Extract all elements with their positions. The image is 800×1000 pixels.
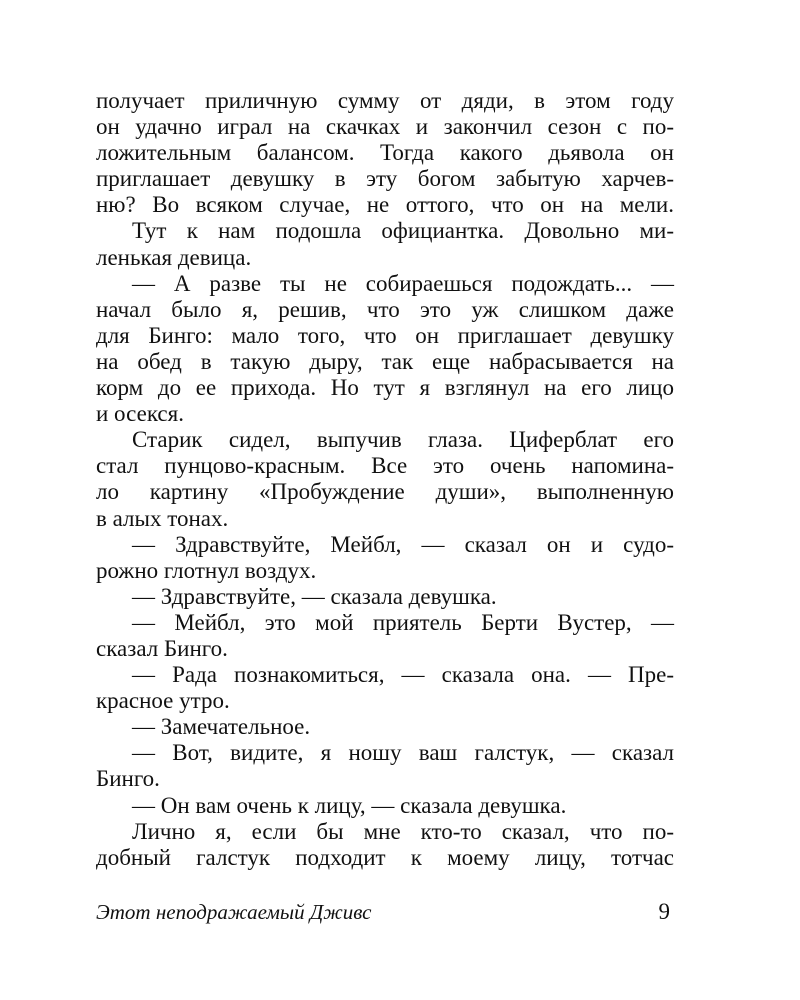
- text-line: приглашает девушку в эту богом забытую харчев-: [96, 166, 674, 192]
- text-line: стал пунцово-красным. Все это очень напомина-: [96, 453, 674, 479]
- text-line: — Мейбл, это мой приятель Берти Вустер, —: [132, 609, 674, 635]
- text-line: Лично я, если бы мне кто-то сказал, что по-: [132, 818, 674, 844]
- text-line: ленькая девица.: [96, 244, 252, 270]
- text-line: ложительным балансом. Тогда какого дьявола он: [96, 140, 674, 166]
- text-line: рожно глотнул воздух.: [96, 557, 317, 583]
- text-line: он удачно играл на скачках и закончил сезон с по-: [96, 114, 674, 140]
- text-line: начал было я, решив, что это уж слишком даже: [96, 296, 674, 322]
- page-number: 9: [658, 899, 670, 924]
- text-line: ню? Во всяком случае, не оттого, что он на мели.: [96, 192, 674, 218]
- text-line: получает приличную сумму от дяди, в этом году: [96, 88, 674, 113]
- text-line: Тут к нам подошла официантка. Довольно ми-: [132, 218, 674, 244]
- text-line: — Замечательное.: [132, 714, 311, 740]
- text-line: в алых тонах.: [96, 505, 229, 531]
- body-text: [96, 88, 674, 871]
- text-line: — Рада познакомиться, — сказала она. — Пре-: [132, 662, 674, 688]
- text-line: — Вот, видите, я ношу ваш галстук, — сказал: [132, 740, 674, 766]
- text-line: Старик сидел, выпучив глаза. Циферблат его: [132, 427, 674, 453]
- text-line: ло картину «Пробуждение души», выполненную: [96, 479, 674, 505]
- page-footer: [96, 898, 674, 926]
- text-line: — А разве ты не собираешься подождать... —: [132, 270, 674, 296]
- text-line: Бинго.: [96, 766, 160, 792]
- text-line: добный галстук подходит к моему лицу, тотчас: [96, 844, 674, 870]
- text-line: на обед в такую дыру, так еще набрасывается на: [96, 348, 674, 374]
- text-line: и осекся.: [96, 401, 184, 427]
- text-line: сказал Бинго.: [96, 635, 228, 661]
- text-line: красное утро.: [96, 688, 230, 714]
- text-line: — Здравствуйте, Мейбл, — сказал он и судо-: [132, 531, 674, 557]
- running-title: Этот неподражаемый Дживс: [96, 900, 372, 924]
- text-line: — Он вам очень к лицу, — сказала девушка.: [132, 792, 567, 818]
- text-line: — Здравствуйте, — сказала девушка.: [132, 583, 497, 609]
- text-line: корм до ее прихода. Но тут я взглянул на его лицо: [96, 375, 674, 401]
- text-line: для Бинго: мало того, что он приглашает девушку: [96, 322, 674, 348]
